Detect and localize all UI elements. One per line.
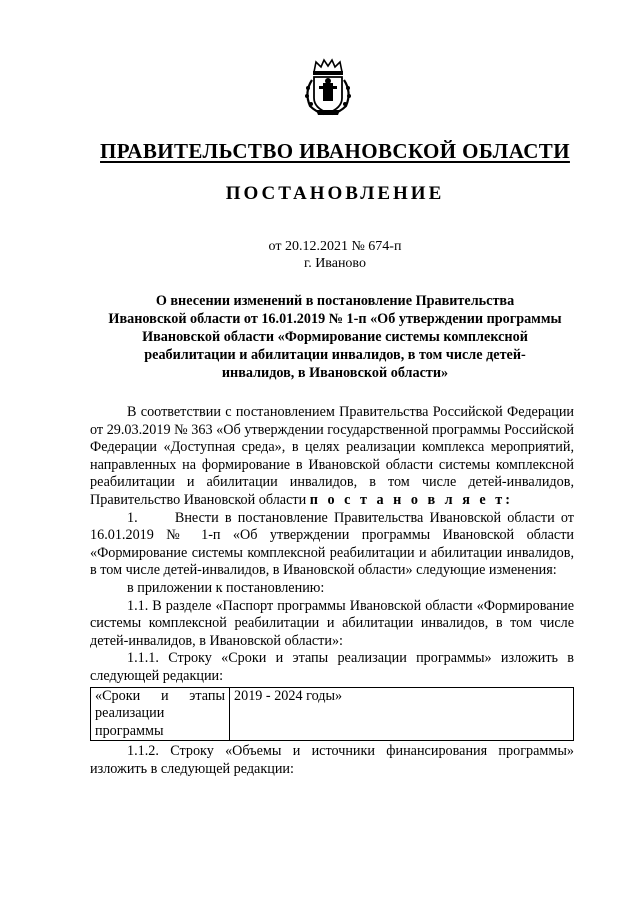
terms-table bbox=[90, 687, 574, 742]
subject-line: Ивановской области «Формирование системы комплексной bbox=[142, 329, 528, 345]
preamble-text: В соответствии с постановлением Правительства Российской Федерации от 29.03.2019 № 363 «Об утверждении государственной программы Российской Федерации «Доступная среда», в целях реализации комплекса мероприятий, направленных на формирование в Ивановской области системы комплексной реабилитации и абилитации инвалидов, в том числе детей-инвалидов, Правительство Ивановской области bbox=[90, 404, 574, 508]
clause-annex-paragraph: в приложении к постановлению: bbox=[127, 579, 325, 596]
table-label-cell bbox=[91, 687, 230, 741]
document-type: ПОСТАНОВЛЕНИЕ bbox=[225, 183, 445, 204]
preamble-paragraph bbox=[90, 404, 574, 510]
clause-1-1-2-paragraph: 1.1.2. Строку «Объемы и источники финансирования программы» изложить в следующей редакции: bbox=[90, 743, 574, 777]
table-value-cell: 2019 - 2024 годы» bbox=[230, 687, 574, 741]
subject-line: О внесении изменений в постановление Правительства bbox=[155, 293, 515, 309]
table-label-line: «Сроки и этапы bbox=[95, 687, 225, 704]
table-label-line: реализации bbox=[95, 705, 165, 722]
subject-line: реабилитации и абилитации инвалидов, в том числе детей- bbox=[144, 347, 526, 363]
table-row bbox=[91, 687, 574, 741]
coat-of-arms-icon bbox=[302, 58, 354, 116]
subject-line: инвалидов, в Ивановской области» bbox=[221, 365, 449, 381]
document-date-number: от 20.12.2021 № 674-п bbox=[268, 239, 402, 254]
table-label-line: программы bbox=[95, 722, 164, 739]
document-subject bbox=[90, 292, 580, 382]
clause-1-1-1-paragraph: 1.1.1. Строку «Сроки и этапы реализации программы» изложить в следующей редакции: bbox=[90, 650, 574, 684]
clause-1-1-paragraph: 1.1. В разделе «Паспорт программы Ивановской области «Формирование системы комплексной реабилитации и абилитации инвалидов, в том числе детей-инвалидов, в Ивановской области»: bbox=[90, 597, 574, 649]
government-title: ПРАВИТЕЛЬСТВО ИВАНОВСКОЙ ОБЛАСТИ bbox=[100, 139, 570, 163]
document-body bbox=[90, 404, 574, 778]
document-city: г. Иваново bbox=[304, 256, 366, 271]
subject-line: Ивановской области от 16.01.2019 № 1-п «Об утверждении программы bbox=[108, 311, 562, 327]
decree-word: п о с т а н о в л я е т: bbox=[309, 491, 513, 508]
clause-1-paragraph: 1. Внести в постановление Правительства Ивановской области от 16.01.2019 № 1-п «Об утверждении программы Ивановской области «Формирование системы комплексной реабилитации и абилитации инвалидов, в том числе детей-инвалидов, в Ивановской области» следующие изменения: bbox=[90, 509, 574, 579]
